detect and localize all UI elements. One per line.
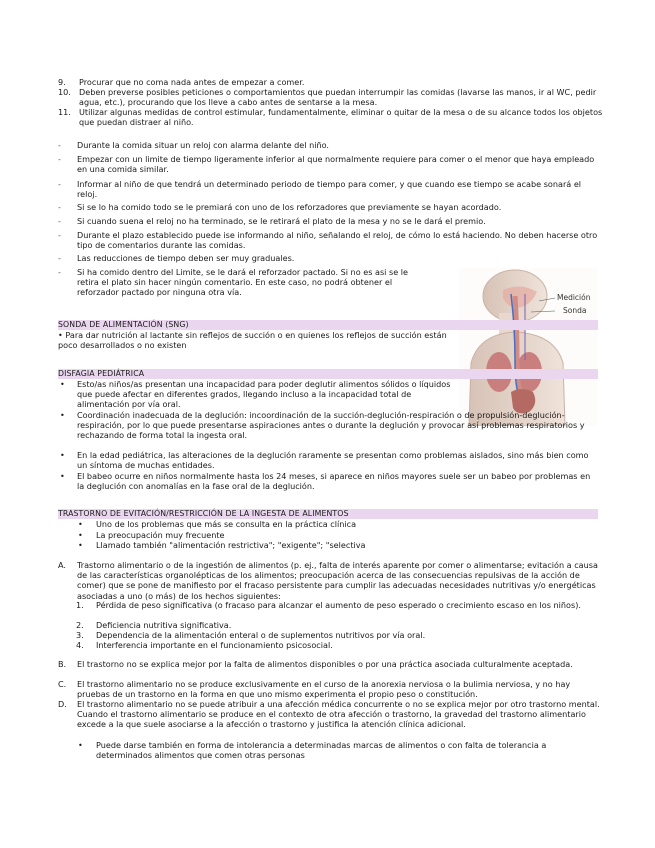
bullet-text: Uno de los problemas que más se consulta en la práctica clínica: [96, 519, 357, 529]
dash-item: [58, 202, 603, 212]
item-number: 1.: [76, 600, 84, 610]
numbered-item-10: [58, 87, 603, 107]
dash-text: Si ha comido dentro del Limite, se le dará el reforzador pactado. Si no es asi se le retira el plato sin hacer ningún comentario. En este caso, no podrá obtener el reforzador pactado por ninguna otra vía.: [77, 267, 408, 298]
criterion-a-item: [76, 640, 601, 650]
dash-marker: -: [58, 253, 61, 263]
criterion-letter: D.: [58, 699, 67, 709]
dash-item: [58, 140, 603, 150]
dash-item: [58, 216, 603, 226]
dash-item: [58, 230, 603, 250]
item-number: 9.: [58, 77, 66, 87]
bullet-marker: •: [60, 410, 65, 420]
trastorno-bullet: [78, 519, 596, 529]
dash-marker: -: [58, 179, 61, 189]
item-text: Utilizar algunas medidas de control estimular, fundamentalmente, eliminar o quitar de la mesa o de su alcance todos los objetos que puedan distraer al niño.: [79, 107, 603, 128]
bullet-text: En la edad pediátrica, las alteraciones de la deglución raramente se presentan como problemas aislados, sino más bien como un síntoma de muchas entidades.: [77, 450, 589, 471]
bullet-marker: •: [78, 540, 83, 550]
final-bullet: [78, 740, 596, 761]
bullet-marker: •: [60, 471, 65, 481]
dash-text: Si se lo ha comido todo se le premiará con uno de los reforzadores que previamente se hayan acordado.: [77, 202, 502, 212]
item-number: 3.: [76, 630, 84, 640]
criterion-letter: B.: [58, 659, 67, 669]
bullet-text: Llamado también "alimentación restrictiva"; "exigente"; "selectiva: [96, 540, 366, 550]
criterion-text: El trastorno alimentario no se produce exclusivamente en el curso de la anorexia nerviosa o la bulimia nerviosa, y no hay pruebas de un trastorno en la forma en que uno mismo experimenta el propio peso o constitución.: [77, 679, 571, 700]
criterion-text: Trastorno alimentario o de la ingestión de alimentos (p. ej., falta de interés aparente por comer o alimentarse; evitación a causa de las características organolépticas de los alimentos; preocupación acerca de las consecuencias repulsivas de la acción de comer) que se pone de manifiesto por el fracaso persistente para cumplir las adecuadas necesidades nutritivas y/o energéticas asociadas a uno (o más) de los hechos siguientes:: [77, 560, 598, 601]
criterion-text: El trastorno no se explica mejor por la falta de alimentos disponibles o por una práctica asociada culturalmente aceptada.: [77, 659, 573, 669]
item-text: Dependencia de la alimentación enteral o de suplementos nutritivos por vía oral.: [96, 630, 426, 640]
bullet-marker: •: [78, 740, 83, 750]
item-number: 11.: [58, 107, 71, 117]
trastorno-bullet: [78, 540, 596, 550]
sonda-text: • Para dar nutrición al lactante sin reflejos de succión o en quienes los reflejos de succión están poco desarrollados o no existen: [58, 330, 447, 351]
criterion-a: [58, 560, 603, 601]
child-illustration: [459, 268, 597, 426]
item-text: Pérdida de peso significativa (o fracaso para alcanzar el aumento de peso esperado o crecimiento escaso en los niños).: [96, 600, 581, 610]
dash-text: Empezar con un limite de tiempo ligeramente inferior al que normalmente requiere para comer o el menor que haya empleado en una comida similar.: [77, 154, 595, 175]
item-number: 2.: [76, 620, 84, 630]
bullet-marker: •: [78, 519, 83, 529]
criterion-b: [58, 659, 603, 669]
criterion-letter: C.: [58, 679, 67, 689]
criterion-letter: A.: [58, 560, 66, 570]
feeding-tube-figure: [459, 268, 597, 426]
bullet-marker: •: [78, 530, 83, 540]
dash-marker: -: [58, 267, 61, 277]
bullet-text: Puede darse también en forma de intolerancia a determinadas marcas de alimentos o con falta de tolerancia a determinados alimentos que comen otras personas: [96, 740, 547, 761]
criterion-text: El trastorno alimentario no se puede atribuir a una afección médica concurrente o no se explica mejor por otro trastorno mental. Cuando el trastorno alimentario se produce en el contexto de otra afección o trastorno, la gravedad del trastorno alimentario excede a la que suele asociarse a la afección o trastorno y justifica la atención clínica adicional.: [77, 699, 600, 730]
disfagia-bullet: [58, 410, 598, 441]
bullet-text: Coordinación inadecuada de la deglución: incoordinación de la succión-deglución-respiración o de propulsión-deglución-respiración, por lo que puede presentarse aspiraciones antes o durante la deglución y provocar así problemas respiratorios y rechazando de forma total la ingesta oral.: [77, 410, 585, 441]
disfagia-bullet: [58, 379, 458, 410]
criterion-a-item: [76, 630, 601, 640]
numbered-item-9: [58, 77, 603, 87]
bullet-text: La preocupación muy frecuente: [96, 530, 225, 540]
dash-marker: -: [58, 202, 61, 212]
dash-marker: -: [58, 154, 61, 164]
criterion-c: [58, 679, 603, 699]
item-text: Deficiencia nutritiva significativa.: [96, 620, 232, 630]
figure-label-sonda: Sonda: [563, 306, 587, 315]
item-number: 10.: [58, 87, 71, 97]
dash-item: [58, 179, 603, 199]
bullet-marker: •: [60, 379, 65, 389]
trastorno-bullet: [78, 530, 596, 540]
dash-marker: -: [58, 140, 61, 150]
dash-item: [58, 253, 603, 263]
disfagia-bullet: [58, 471, 598, 491]
criterion-d: [58, 699, 603, 730]
dash-item: [58, 267, 430, 298]
section-heading-trastorno: TRASTORNO DE EVITACIÓN/RESTRICCIÓN DE LA INGESTA DE ALIMENTOS: [58, 509, 598, 519]
criterion-a-item: [76, 620, 601, 630]
item-text: Deben preverse posibles peticiones o comportamientos que puedan interrumpir las comidas (lavarse las manos, ir al WC, pedir agua, etc.), procurando que los lleve a cabo antes de sentarse a la mesa.: [79, 87, 597, 108]
bullet-text: El babeo ocurre en niños normalmente hasta los 24 meses, si aparece en niños mayores suele ser un babeo por problemas en la deglución con anomalías en la fase oral de la deglución.: [77, 471, 591, 492]
section-heading-sonda: SONDA DE ALIMENTACIÓN (SNG): [58, 320, 598, 330]
item-number: 4.: [76, 640, 84, 650]
criterion-a-item: [76, 600, 601, 610]
dash-text: Durante la comida situar un reloj con alarma delante del niño.: [77, 140, 329, 150]
bullet-text: Esto/as niños/as presentan una incapacidad para poder deglutir alimentos sólidos o líquidos que puede afectar en diferentes grados, llegando incluso a la incapacidad total de alimentación por vía oral.: [77, 379, 451, 410]
numbered-item-11: [58, 107, 603, 127]
disfagia-bullet: [58, 450, 598, 470]
item-text: Interferencia importante en el funcionamiento psicosocial.: [96, 640, 333, 650]
dash-marker: -: [58, 230, 61, 240]
dash-text: Informar al niño de que tendrá un determinado periodo de tiempo para comer, y que cuando ese tiempo se acabe sonará el reloj.: [77, 179, 582, 200]
dash-text: Durante el plazo establecido puede ise informando al niño, señalando el reloj, de cómo lo está haciendo. No deben hacerse otro tipo de comentarios durante las comidas.: [77, 230, 598, 251]
dash-marker: -: [58, 216, 61, 226]
figure-label-medicion: Medición: [557, 293, 591, 302]
dash-text: Si cuando suena el reloj no ha terminado, se le retirará el plato de la mesa y no se le dará el premio.: [77, 216, 486, 226]
bullet-marker: •: [60, 450, 65, 460]
section-heading-disfagia: DISFAGIA PEDIÁTRICA: [58, 369, 598, 379]
dash-item: [58, 154, 603, 174]
item-text: Procurar que no coma nada antes de empezar a comer.: [79, 77, 305, 87]
dash-text: Las reducciones de tiempo deben ser muy graduales.: [77, 253, 295, 263]
